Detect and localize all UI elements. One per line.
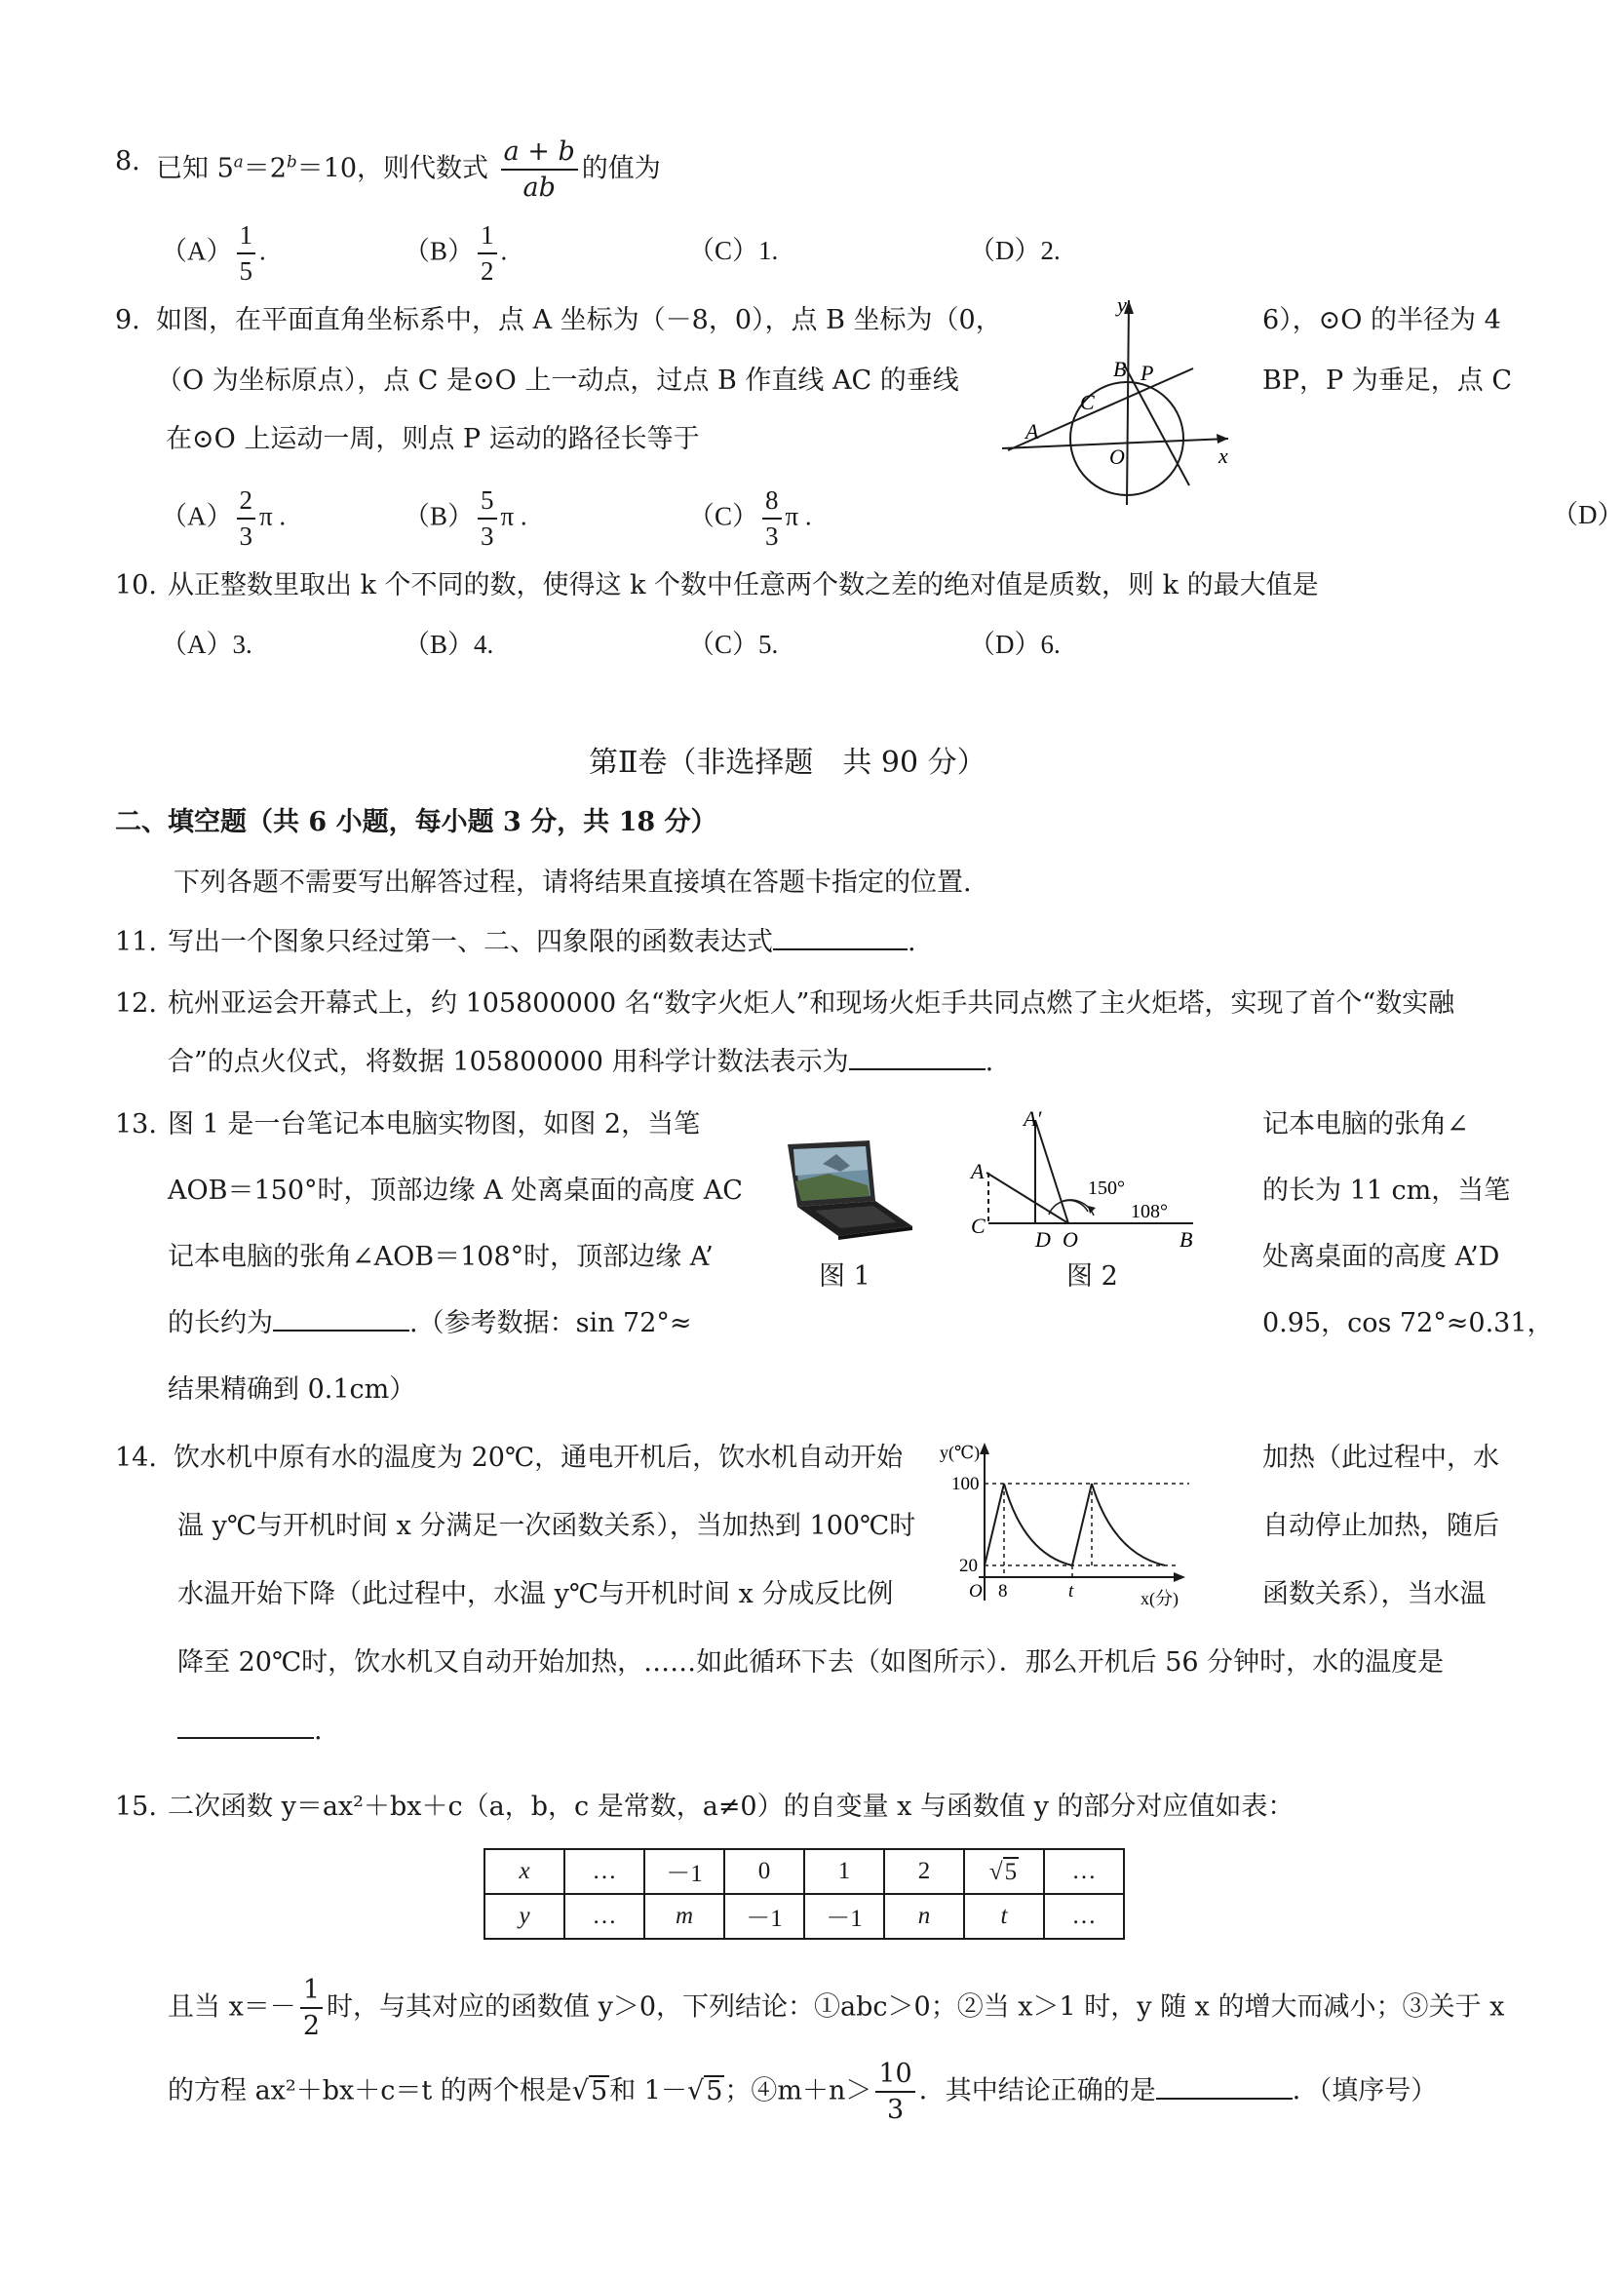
q9-label-a: A <box>1025 419 1039 444</box>
table-row <box>484 1894 1124 1939</box>
q8-fraction: $\frac{a + b}{ab}$ <box>501 136 578 203</box>
q9-option-b: （B） $\frac{5}{3}$ π . <box>404 485 527 552</box>
q14-line1: 饮水机中原有水的温度为 20℃，通电开机后，饮水机自动开始 <box>174 1443 904 1473</box>
q10-option-b: （B）4. <box>404 630 494 659</box>
q9-line3: 在⊙O 上运动一周，则点 P 运动的路径长等于 <box>166 424 700 454</box>
q9-label-y: y <box>1117 292 1127 317</box>
table-cell: 0 <box>724 1849 804 1894</box>
section2-instructions: 下列各题不需要写出解答过程，请将结果直接填在答题卡指定的位置. <box>174 868 972 898</box>
q12-number: 12. <box>115 988 157 1019</box>
q13-line3: 记本电脑的张角∠AOB＝108°时，顶部边缘 A’ <box>168 1242 714 1272</box>
q15-line2: 且当 x＝－ $\frac{1}{2}$ 时，与其对应的函数值 y＞0，下列结论：①abc＞0；②当 x＞1 时，y 随 x 的增大而减小；③关于 x <box>168 1975 1505 2042</box>
q13-label-108: 108° <box>1131 1201 1168 1222</box>
q10-option-c: （C）5. <box>688 630 779 659</box>
q9-label-o: O <box>1109 444 1125 469</box>
q15-line3: 的方程 ax²＋bx＋c＝t 的两个根是√5和 1－√5；④m＋n＞ $\frac{10}{3}$ ．其中结论正确的是 ．（填序号） <box>168 2059 1438 2126</box>
q8-option-a: （A） $\frac{1}{5}$ . <box>161 220 266 287</box>
q10-number: 10. <box>115 570 157 600</box>
table-cell: y <box>484 1894 564 1939</box>
table-cell: … <box>1044 1849 1124 1894</box>
q14-answer-blank[interactable] <box>177 1737 314 1739</box>
q8-option-c: （C）1. <box>688 236 779 265</box>
q9-option-d: （D） <box>1552 500 1624 529</box>
q13-label-d: D <box>1035 1227 1051 1252</box>
q14-answer-line: . <box>177 1718 323 1744</box>
q14-number: 14. <box>115 1443 157 1473</box>
q9-option-a: （A） $\frac{2}{3}$ π . <box>161 485 287 552</box>
q9-label-c: C <box>1080 390 1095 414</box>
q9-label-x: x <box>1218 444 1228 468</box>
q13-line4: 的长约为 .（参考数据：sin 72°≈ <box>168 1308 692 1338</box>
q12-line1: 杭州亚运会开幕式上，约 105800000 名“数字火炬人”和现场火炬手共同点燃了主火炬塔，实现了首个“数实融 <box>168 988 1455 1019</box>
q15-number: 15. <box>115 1792 157 1822</box>
q13-label-c: C <box>971 1214 986 1238</box>
table-cell: －1 <box>644 1849 724 1894</box>
q14-line2-right: 自动停止加热，随后 <box>1262 1511 1499 1541</box>
q13-label-b: B <box>1179 1227 1193 1252</box>
q14-label-8: 8 <box>998 1581 1008 1602</box>
q15-stem: 二次函数 y＝ax²＋bx＋c（a，b，c 是常数，a≠0）的自变量 x 与函数值 y 的部分对应值如表： <box>168 1792 1295 1822</box>
q9-circle-figure <box>1002 292 1236 507</box>
q15-value-table <box>483 1848 1125 1940</box>
table-cell: 1 <box>804 1849 884 1894</box>
q10-stem: 从正整数里取出 k 个不同的数，使得这 k 个数中任意两个数之差的绝对值是质数，则 k 的最大值是 <box>168 570 1319 600</box>
sqrt-icon: √ <box>571 2075 590 2106</box>
q8-option-d: （D）2. <box>969 236 1061 265</box>
q14-line1-right: 加热（此过程中，水 <box>1262 1443 1499 1473</box>
q9-label-b: B <box>1113 357 1127 381</box>
q9-option-c: （C） $\frac{8}{3}$ π . <box>688 485 812 552</box>
sqrt-icon: √ <box>988 1859 1003 1885</box>
q15-answer-blank[interactable] <box>1156 2098 1293 2100</box>
q9-line1: 如图，在平面直角坐标系中，点 A 坐标为（－8，0），点 B 坐标为（0， <box>156 305 1002 335</box>
q9-line2: （O 为坐标原点），点 C 是⊙O 上一动点，过点 B 作直线 AC 的垂线 <box>156 366 959 396</box>
q9-line1-right: 6），⊙O 的半径为 4 <box>1262 305 1501 335</box>
q14-label-x: x(分) <box>1141 1589 1179 1608</box>
q13-line1: 图 1 是一台笔记本电脑实物图，如图 2，当笔 <box>168 1109 701 1139</box>
table-cell: 2 <box>884 1849 964 1894</box>
q13-figure-1-caption: 图 1 <box>819 1261 870 1292</box>
q13-answer-blank[interactable] <box>273 1330 409 1332</box>
q8-stem: 已知 $5^a=2^b=10$，则代数式 $\frac{a + b}{ab}$ 的值为 <box>156 136 661 204</box>
q14-line2: 温 y℃与开机时间 x 分满足一次函数关系），当加热到 100℃时 <box>177 1511 916 1541</box>
table-cell: … <box>564 1894 644 1939</box>
q13-label-a: A <box>971 1159 985 1183</box>
q14-line3: 水温开始下降（此过程中，水温 y℃与开机时间 x 分成反比例 <box>177 1579 894 1609</box>
q13-line5: 结果精确到 0.1cm） <box>168 1374 416 1405</box>
q8-number: 8. <box>115 146 140 176</box>
q10-option-a: （A）3. <box>161 630 252 659</box>
section2-title: 第Ⅱ卷（非选择题 共 90 分） <box>589 746 986 780</box>
q9-label-p: P <box>1141 361 1154 385</box>
q14-line3-right: 函数关系），当水温 <box>1262 1579 1487 1609</box>
q13-line4-right: 0.95，cos 72°≈0.31， <box>1262 1308 1554 1338</box>
q12-answer-blank[interactable] <box>849 1068 986 1070</box>
q14-label-t: t <box>1068 1581 1074 1602</box>
q13-line2-right: 的长为 11 cm，当笔 <box>1262 1176 1511 1206</box>
q8-option-b: （B） $\frac{1}{2}$ . <box>404 220 508 287</box>
q13-number: 13. <box>115 1109 157 1139</box>
q14-temperature-graph <box>936 1435 1199 1620</box>
q9-line2-right: BP，P 为垂足，点 C <box>1262 366 1512 396</box>
sqrt-icon: √ <box>686 2075 705 2106</box>
table-cell: … <box>564 1849 644 1894</box>
q13-label-o: O <box>1063 1227 1078 1252</box>
q13-figure-2-caption: 图 2 <box>1066 1261 1118 1292</box>
table-cell: －1 <box>724 1894 804 1939</box>
q13-line2: AOB＝150°时，顶部边缘 A 处离桌面的高度 AC <box>168 1176 743 1206</box>
q10-option-d: （D）6. <box>969 630 1061 659</box>
table-cell: x <box>484 1849 564 1894</box>
table-cell: t <box>964 1894 1044 1939</box>
q13-line1-right: 记本电脑的张角∠ <box>1262 1109 1469 1139</box>
laptop-image <box>780 1137 916 1244</box>
q9-number: 9. <box>115 305 140 335</box>
q14-label-o: O <box>969 1581 983 1602</box>
q14-label-20: 20 <box>959 1556 978 1576</box>
q11-number: 11. <box>115 927 157 957</box>
table-cell: … <box>1044 1894 1124 1939</box>
q14-line4: 降至 20℃时，饮水机又自动开始加热，……如此循环下去（如图所示）．那么开机后 56 分钟时，水的温度是 <box>177 1647 1445 1678</box>
q14-label-100: 100 <box>951 1474 980 1494</box>
q11-stem: 写出一个图象只经过第一、二、四象限的函数表达式 . <box>168 927 916 957</box>
table-cell: n <box>884 1894 964 1939</box>
q13-label-a-prime: A′ <box>1024 1106 1042 1131</box>
q11-answer-blank[interactable] <box>773 948 908 950</box>
table-cell: m <box>644 1894 724 1939</box>
table-row <box>484 1849 1124 1894</box>
table-cell: √5 <box>964 1849 1044 1894</box>
q13-line3-right: 处离桌面的高度 A’D <box>1262 1242 1500 1272</box>
q12-line2: 合”的点火仪式，将数据 105800000 用科学计数法表示为 . <box>168 1047 994 1077</box>
q14-label-y: y(℃) <box>940 1443 981 1462</box>
section2-heading: 二、填空题（共 6 小题，每小题 3 分，共 18 分） <box>115 807 717 837</box>
q13-label-150: 150° <box>1088 1178 1125 1199</box>
table-cell: －1 <box>804 1894 884 1939</box>
